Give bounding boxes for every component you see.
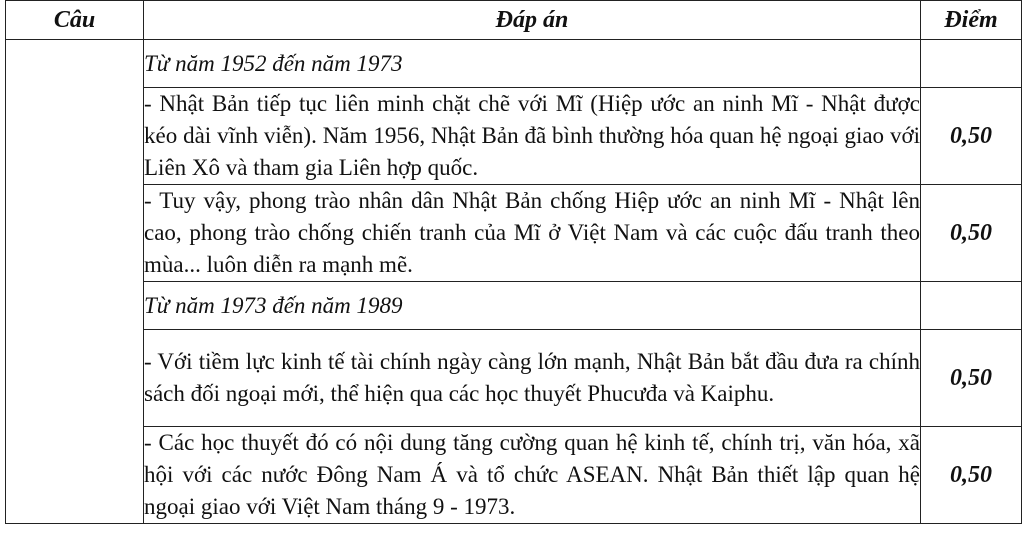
answer-text: - Nhật Bản tiếp tục liên minh chặt chẽ với Mĩ (Hiệp ước an ninh Mĩ - Nhật được kéo dài vĩnh viễn). Năm 1956, Nhật Bản đã bình thường hóa quan hệ ngoại giao với Liên Xô và tham gia Liên hợp quốc. [144, 88, 921, 185]
header-dap-an: Đáp án [144, 1, 921, 40]
answer-row [6, 427, 1022, 524]
answer-score: 0,50 [921, 88, 1022, 185]
answer-score: 0,50 [921, 427, 1022, 524]
period-label: Từ năm 1973 đến năm 1989 [144, 282, 921, 330]
answer-table [5, 0, 1022, 524]
answer-row [6, 88, 1022, 185]
header-row [6, 1, 1022, 40]
answer-row [6, 330, 1022, 427]
period-row [6, 40, 1022, 88]
header-cau: Câu [6, 1, 144, 40]
period-label: Từ năm 1952 đến năm 1973 [144, 40, 921, 88]
answer-score: 0,50 [921, 330, 1022, 427]
period-score-cell [921, 40, 1022, 88]
period-score-cell [921, 282, 1022, 330]
answer-text: - Các học thuyết đó có nội dung tăng cường quan hệ kinh tế, chính trị, văn hóa, xã hội với các nước Đông Nam Á và tổ chức ASEAN. Nhật Bản thiết lập quan hệ ngoại giao với Việt Nam tháng 9 - 1973. [144, 427, 921, 524]
header-diem: Điểm [921, 1, 1022, 40]
answer-row [6, 185, 1022, 282]
question-cell [6, 40, 144, 524]
answer-text: - Tuy vậy, phong trào nhân dân Nhật Bản chống Hiệp ước an ninh Mĩ - Nhật lên cao, phong trào chống chiến tranh của Mĩ ở Việt Nam và các cuộc đấu tranh theo mùa... luôn diễn ra mạnh mẽ. [144, 185, 921, 282]
answer-score: 0,50 [921, 185, 1022, 282]
period-row [6, 282, 1022, 330]
answer-text: - Với tiềm lực kinh tế tài chính ngày càng lớn mạnh, Nhật Bản bắt đầu đưa ra chính sách đối ngoại mới, thể hiện qua các học thuyết Phucưđa và Kaiphu. [144, 330, 921, 427]
